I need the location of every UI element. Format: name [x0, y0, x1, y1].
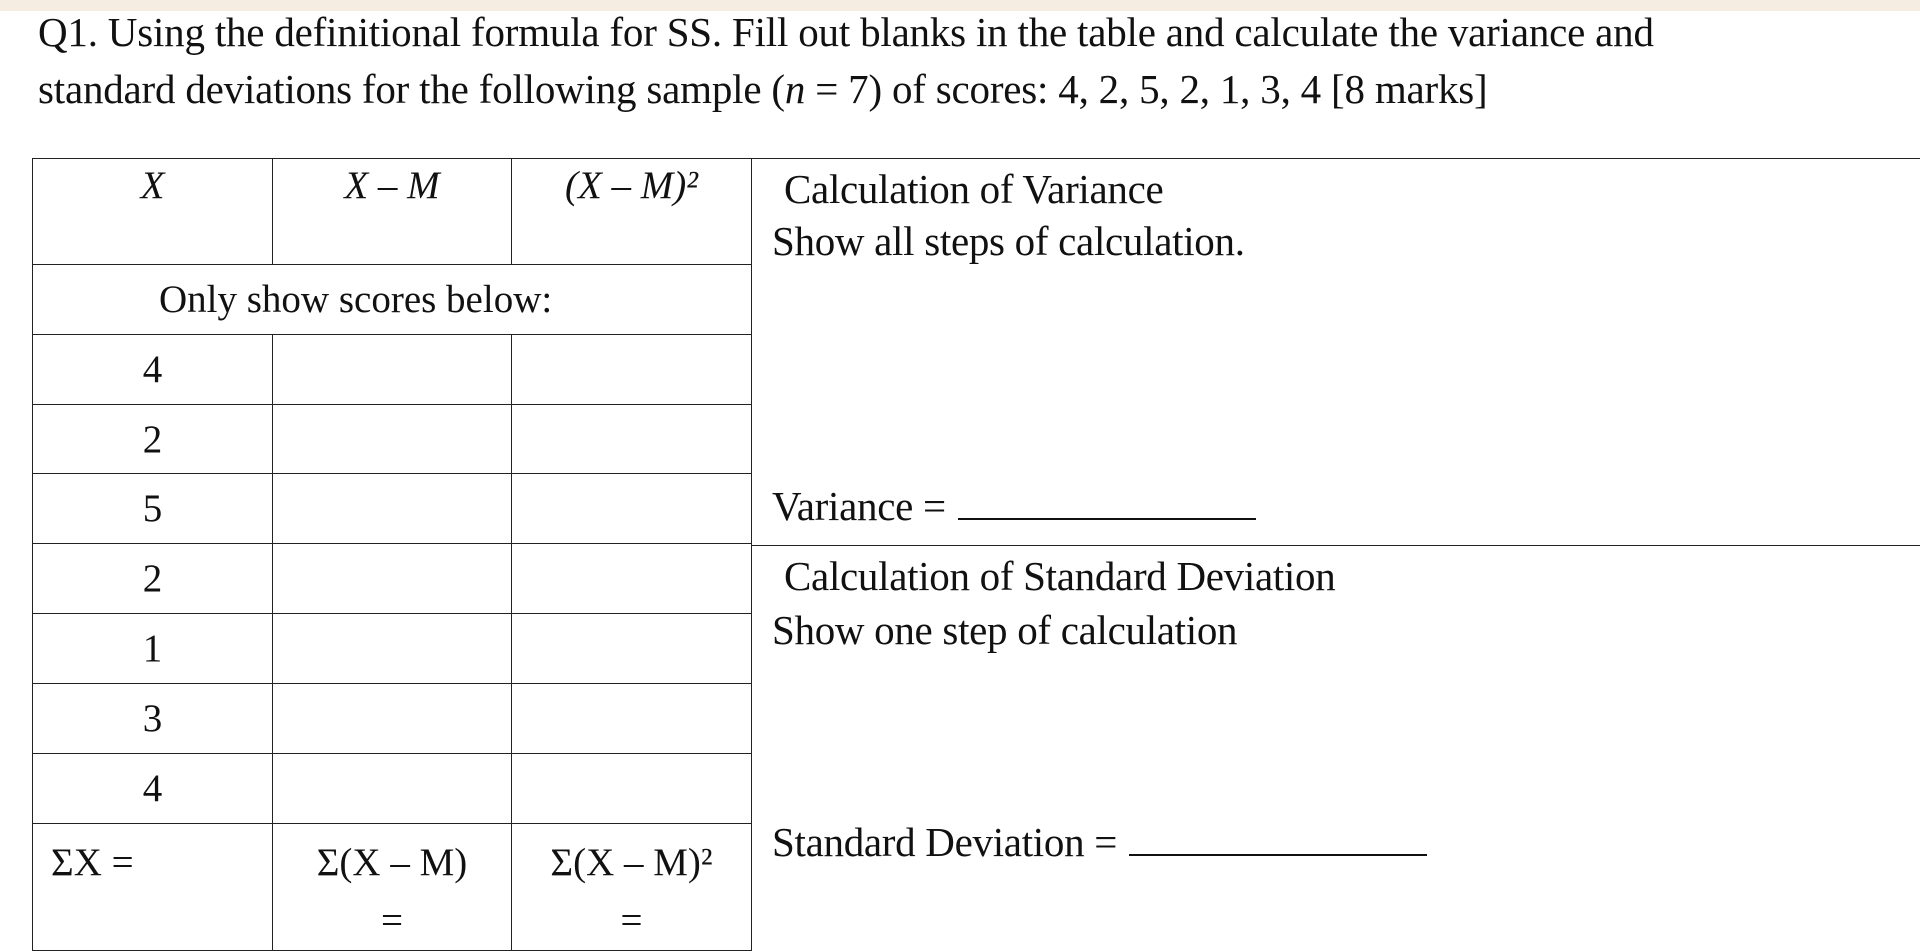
worksheet-table	[32, 158, 752, 951]
header-row	[33, 159, 752, 265]
sum-deviation-label: Σ(X – M)	[316, 841, 468, 884]
score-cell: 2	[33, 405, 273, 474]
subheader-row	[33, 265, 752, 335]
deviation-cell[interactable]	[273, 544, 512, 614]
table-row	[33, 684, 752, 754]
sum-deviation-cell[interactable]	[273, 824, 512, 951]
variance-title: Calculation of Variance	[784, 166, 1164, 212]
deviation-cell[interactable]	[273, 684, 512, 754]
squared-deviation-cell[interactable]	[512, 754, 752, 824]
sample-size-symbol: n	[784, 66, 806, 112]
squared-deviation-cell[interactable]	[512, 335, 752, 405]
squared-deviation-cell[interactable]	[512, 474, 752, 544]
question-line-2-end: = 7) of scores: 4, 2, 5, 2, 1, 3, 4 [8 marks]	[805, 66, 1488, 112]
question-line-1: Q1. Using the definitional formula for SS. Fill out blanks in the table and calculate the variance and	[38, 9, 1654, 55]
std-dev-result	[772, 816, 1427, 868]
panel-top-border	[751, 158, 1920, 159]
header-deviation: X – M	[273, 159, 512, 265]
scores-subheader: Only show scores below:	[33, 265, 752, 335]
score-cell: 4	[33, 335, 273, 405]
question-text	[38, 4, 1898, 118]
score-cell: 4	[33, 754, 273, 824]
deviation-cell[interactable]	[273, 405, 512, 474]
deviation-cell[interactable]	[273, 474, 512, 544]
std-dev-instruction: Show one step of calculation	[772, 607, 1238, 653]
sums-row	[33, 824, 752, 951]
panel-divider	[751, 545, 1920, 546]
deviation-cell[interactable]	[273, 335, 512, 405]
sum-squared-label: Σ(X – M)²	[550, 841, 713, 884]
variance-result	[772, 480, 1256, 532]
sum-x-cell[interactable]	[33, 824, 273, 951]
sum-squared-cell[interactable]	[512, 824, 752, 951]
table-row	[33, 614, 752, 684]
question-line-2	[38, 61, 1898, 118]
table-row	[33, 474, 752, 544]
score-cell: 2	[33, 544, 273, 614]
squared-deviation-cell[interactable]	[512, 544, 752, 614]
std-dev-title: Calculation of Standard Deviation	[784, 553, 1336, 599]
variance-instruction: Show all steps of calculation.	[772, 218, 1245, 264]
header-squared-deviation: (X – M)²	[512, 159, 752, 265]
deviation-cell[interactable]	[273, 614, 512, 684]
sum-squared-equals: =	[620, 899, 643, 942]
question-line-2-start: standard deviations for the following sample (	[38, 66, 785, 112]
variance-label: Variance =	[772, 483, 946, 529]
squared-deviation-cell[interactable]	[512, 614, 752, 684]
sum-deviation-equals: =	[381, 899, 403, 942]
table-row	[33, 405, 752, 474]
squared-deviation-cell[interactable]	[512, 405, 752, 474]
squared-deviation-cell[interactable]	[512, 684, 752, 754]
std-dev-answer-blank[interactable]	[1129, 850, 1427, 856]
table-row	[33, 335, 752, 405]
variance-answer-blank[interactable]	[958, 514, 1256, 520]
score-cell: 3	[33, 684, 273, 754]
table-row	[33, 544, 752, 614]
score-cell: 5	[33, 474, 273, 544]
deviation-cell[interactable]	[273, 754, 512, 824]
header-x: X	[33, 159, 273, 265]
score-cell: 1	[33, 614, 273, 684]
table-row	[33, 754, 752, 824]
std-dev-label: Standard Deviation =	[772, 819, 1118, 865]
sum-x-label: ΣX =	[51, 841, 134, 884]
